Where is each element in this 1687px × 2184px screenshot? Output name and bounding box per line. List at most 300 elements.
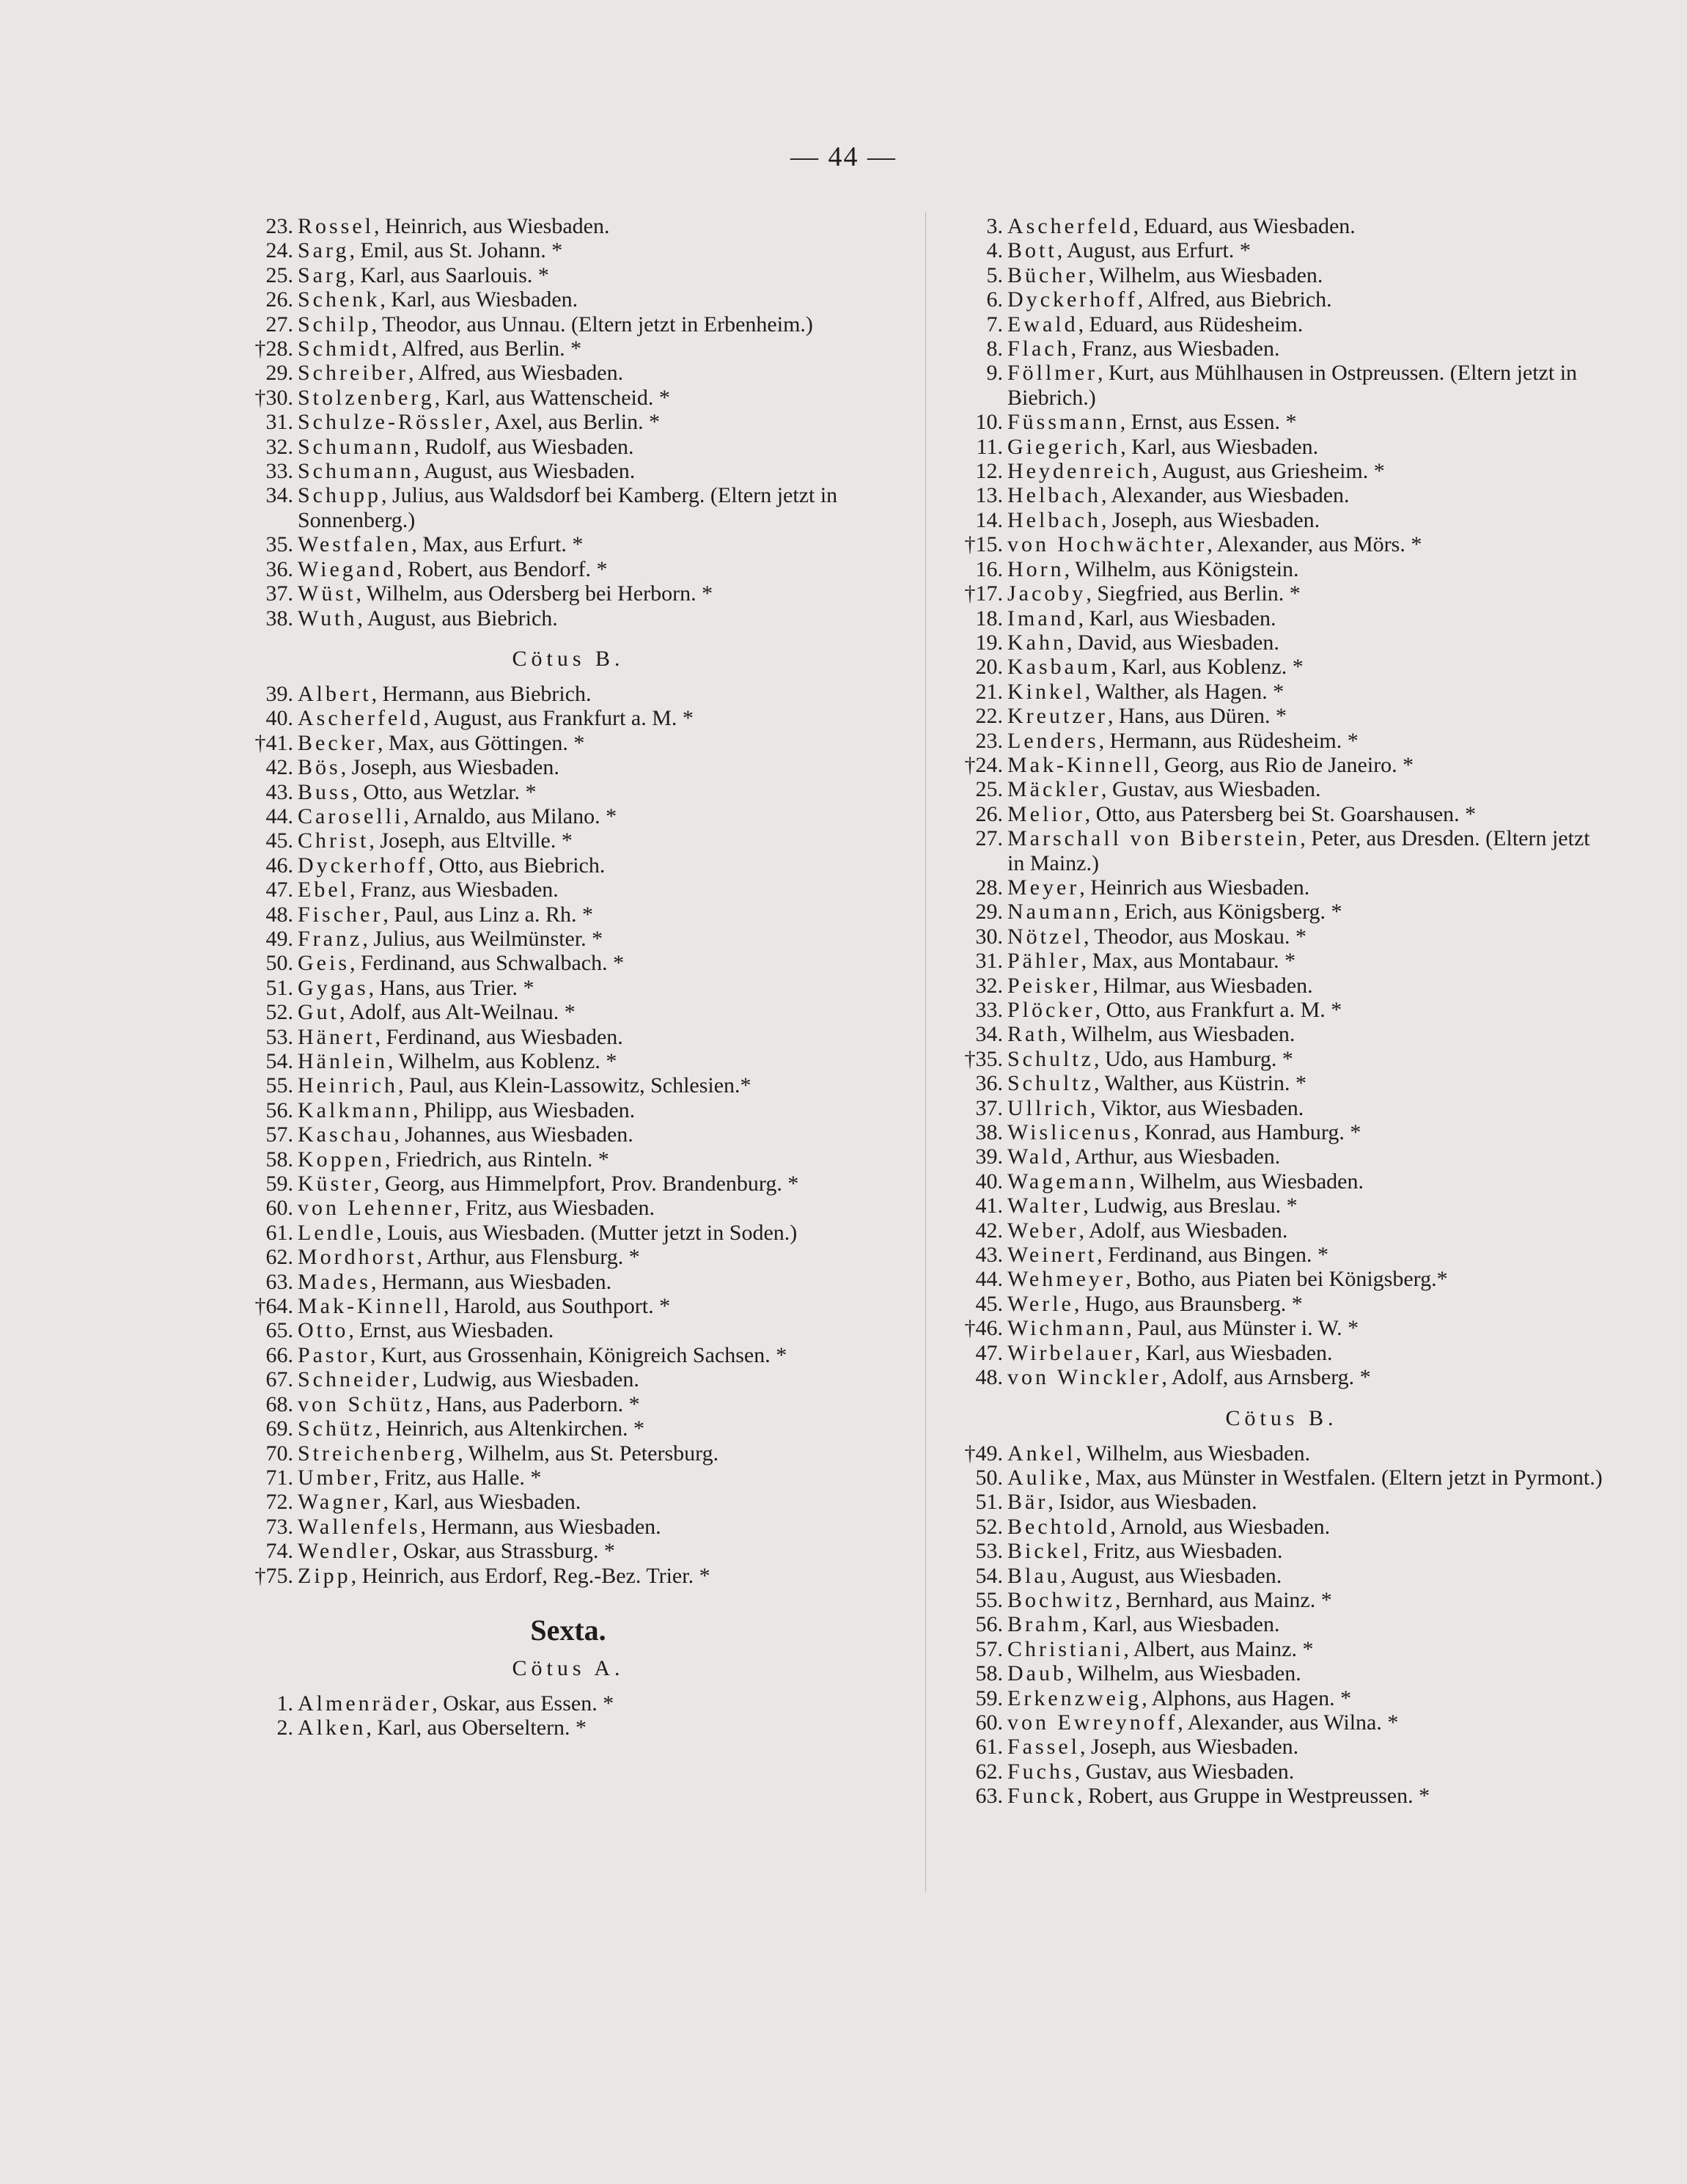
entry-surname: Schenk (298, 287, 381, 312)
entry-number: †15. (964, 532, 1003, 557)
entry-number: 62. (265, 1245, 293, 1270)
entry-details: , Karl, aus Wiesbaden. (1078, 606, 1276, 630)
entry-details: , Heinrich, aus Erdorf, Reg.-Bez. Trier. * (350, 1563, 710, 1588)
entry-surname: Helbach (1007, 483, 1101, 508)
entry-number: 69. (265, 1416, 293, 1441)
entry-number: 54. (265, 1049, 293, 1073)
entry-number: 30. (975, 924, 1003, 949)
list-entry (959, 1194, 1604, 1218)
entry-details: , Julius, aus Waldsdorf bei Kamberg. (Eltern jetzt in Sonnenberg.) (298, 483, 838, 532)
list-entry (959, 1047, 1604, 1071)
entry-number: 29. (975, 900, 1003, 924)
entry-details: , Karl, aus Wiesbaden. (1081, 1612, 1280, 1637)
entry-number: 53. (975, 1539, 1003, 1564)
list-entry (249, 1441, 887, 1466)
list-entry (249, 312, 887, 337)
entry-surname: Dyckerhoff (298, 853, 428, 878)
entry-surname: Weinert (1007, 1243, 1098, 1268)
list-entry (959, 1661, 1604, 1685)
list-entry (959, 826, 1604, 875)
entry-details: , Walther, als Hagen. * (1084, 679, 1284, 704)
entry-surname: Peisker (1007, 973, 1093, 998)
entry-details: , Albert, aus Mainz. * (1123, 1636, 1314, 1661)
entry-surname: Plöcker (1007, 998, 1095, 1022)
list-entry (959, 1341, 1604, 1365)
list-entry (959, 802, 1604, 826)
entry-number: 6. (986, 287, 1003, 312)
entry-details: , August, aus Wiesbaden. (1060, 1563, 1282, 1588)
entry-number: 45. (975, 1291, 1003, 1316)
entry-number: 16. (975, 556, 1003, 581)
entry-details: , Ferdinand, aus Schwalbach. * (350, 951, 625, 976)
entry-details: , Max, aus Montabaur. * (1081, 949, 1296, 974)
list-entry (249, 606, 887, 630)
entry-surname: Wehmeyer (1007, 1267, 1126, 1292)
list-entry (249, 951, 887, 975)
entry-surname: Wald (1007, 1144, 1065, 1169)
entry-number: †17. (964, 581, 1003, 606)
list-entry (249, 532, 887, 556)
entry-number: 41. (975, 1194, 1003, 1218)
entry-number: 37. (265, 581, 293, 606)
entry-details: , Wilhelm, aus St. Petersburg. (457, 1441, 719, 1466)
entry-surname: Otto (298, 1318, 349, 1343)
entry-surname: Lenders (1007, 728, 1099, 753)
entry-number: 29. (265, 361, 293, 386)
entry-details: , Georg, aus Rio de Janeiro. * (1153, 752, 1414, 777)
entry-number: 32. (265, 434, 293, 459)
entry-details: , Hugo, aus Braunsberg. * (1073, 1291, 1303, 1316)
entry-details: , Philipp, aus Wiesbaden. (412, 1097, 636, 1122)
entry-number: 26. (265, 287, 293, 312)
list-entry (959, 777, 1604, 801)
entry-details: , Theodor, aus Unnau. (Eltern jetzt in Erbenheim.) (371, 312, 813, 337)
entry-surname: von Ewreynoff (1007, 1710, 1178, 1735)
list-entry (959, 1784, 1604, 1808)
entry-details: , Joseph, aus Wiesbaden. (340, 755, 559, 780)
entry-surname: Schütz (298, 1416, 375, 1441)
page-number: — 44 — (790, 141, 897, 172)
list-entry (249, 238, 887, 262)
list-entry (959, 704, 1604, 728)
entry-details: , Isidor, aus Wiesbaden. (1048, 1490, 1257, 1515)
entry-details: , August, aus Erfurt. * (1056, 238, 1251, 263)
entry-number: 61. (265, 1220, 293, 1245)
list-entry (249, 1367, 887, 1391)
entry-surname: Bücher (1007, 262, 1089, 287)
entry-number: 48. (975, 1365, 1003, 1390)
entry-surname: Schultz (1007, 1071, 1094, 1096)
entry-details: , Ferdinand, aus Bingen. * (1097, 1243, 1329, 1268)
entry-surname: Buss (298, 779, 353, 804)
entry-number: 50. (265, 951, 293, 976)
list-entry (249, 1172, 887, 1196)
entry-surname: Ebel (298, 878, 350, 902)
entry-surname: Bös (298, 755, 341, 780)
entry-details: , Fritz, aus Halle. * (373, 1465, 542, 1490)
entry-details: , Franz, aus Wiesbaden. (349, 878, 559, 902)
list-entry (249, 976, 887, 1000)
list-entry (249, 581, 887, 606)
left-column (249, 214, 887, 1740)
entry-surname: Wuth (298, 606, 358, 630)
list-entry (249, 927, 887, 951)
entry-details: , August, aus Wiesbaden. (414, 459, 636, 484)
entry-details: , Udo, aus Hamburg. * (1094, 1046, 1293, 1071)
entry-surname: Becker (298, 730, 378, 755)
list-entry (959, 1267, 1604, 1291)
entry-surname: Horn (1007, 556, 1065, 581)
entry-number: 39. (265, 681, 293, 706)
right-column (959, 214, 1604, 1809)
entry-number: 57. (265, 1122, 293, 1147)
entry-surname: Schreiber (298, 361, 408, 386)
list-entry (959, 974, 1604, 998)
entry-details: , Heinrich, aus Altenkirchen. * (375, 1416, 645, 1441)
entry-number: 59. (265, 1172, 293, 1196)
entry-surname: Rossel (298, 214, 375, 238)
entry-details: , Paul, aus Münster i. W. * (1126, 1316, 1359, 1341)
list-entry (959, 924, 1604, 949)
entry-number: †30. (254, 385, 293, 410)
entry-details: , Eduard, aus Rüdesheim. (1078, 312, 1304, 337)
list-entry (249, 1073, 887, 1097)
entry-surname: Funck (1007, 1784, 1077, 1809)
list-entry (249, 263, 887, 287)
entry-number: 22. (975, 704, 1003, 729)
list-entry (249, 1466, 887, 1490)
entry-surname: Christiani (1007, 1636, 1124, 1661)
entry-details: , Johannes, aus Wiesbaden. (394, 1122, 633, 1147)
entry-surname: Schupp (298, 483, 381, 508)
entry-surname: Koppen (298, 1147, 385, 1172)
entry-surname: Blau (1007, 1563, 1061, 1588)
list-entry (959, 1022, 1604, 1046)
entry-surname: Gygas (298, 975, 369, 1000)
entry-surname: Wiegand (298, 556, 397, 581)
entry-number: 60. (265, 1196, 293, 1221)
entry-surname: Aulike (1007, 1465, 1085, 1490)
entry-surname: Umber (298, 1465, 374, 1490)
entry-number: 71. (265, 1465, 293, 1490)
entry-details: , Erich, aus Königsberg. * (1113, 900, 1342, 924)
entry-details: , Alexander, aus Wiesbaden. (1100, 483, 1350, 508)
left-list-1 (249, 214, 887, 630)
entry-number: †35. (964, 1046, 1003, 1071)
entry-surname: Brahm (1007, 1612, 1082, 1637)
entry-details: , Heinrich aus Wiesbaden. (1079, 875, 1310, 900)
entry-number: 26. (975, 801, 1003, 826)
list-entry (249, 804, 887, 828)
entry-number: 21. (975, 679, 1003, 704)
entry-details: , Hermann, aus Wiesbaden. (370, 1269, 612, 1294)
entry-details: , Karl, aus Oberseltern. * (366, 1716, 587, 1740)
list-entry (249, 1147, 887, 1172)
list-entry (959, 337, 1604, 361)
list-entry (959, 1612, 1604, 1636)
entry-surname: Stolzenberg (298, 385, 435, 410)
entry-number: 47. (265, 878, 293, 902)
entry-number: †46. (964, 1316, 1003, 1341)
entry-surname: Mordhorst (298, 1245, 417, 1270)
entry-details: , Wilhelm, aus Königstein. (1064, 556, 1299, 581)
entry-details: , Max, aus Göttingen. * (377, 730, 585, 755)
entry-number: 24. (265, 238, 293, 263)
entry-surname: Daub (1007, 1661, 1067, 1686)
entry-surname: Hänlein (298, 1049, 388, 1073)
entry-details: , Alphons, aus Hagen. * (1142, 1685, 1352, 1710)
entry-number: 42. (975, 1218, 1003, 1243)
entry-surname: Kinkel (1007, 679, 1085, 704)
entry-details: , Rudolf, aus Wiesbaden. (414, 434, 634, 459)
entry-details: , Karl, aus Wiesbaden. (383, 1490, 581, 1515)
entry-number: 40. (265, 706, 293, 731)
entry-number: 33. (975, 998, 1003, 1022)
entry-number: 1. (276, 1691, 293, 1716)
entry-details: , Ernst, aus Essen. * (1120, 410, 1297, 435)
entry-number: 58. (265, 1147, 293, 1172)
entry-number: 7. (986, 312, 1003, 337)
entry-details: , Theodor, aus Moskau. * (1083, 924, 1307, 949)
entry-surname: Caroselli (298, 804, 404, 828)
right-list-2 (959, 1441, 1604, 1809)
entry-surname: Föllmer (1007, 361, 1098, 386)
entry-number: 18. (975, 606, 1003, 630)
list-entry (959, 998, 1604, 1022)
list-entry (959, 532, 1604, 556)
entry-details: , Karl, aus Wiesbaden. (1120, 434, 1319, 459)
entry-details: , Peter, aus Dresden. (Eltern jetzt in Mainz.) (1007, 826, 1590, 875)
entry-surname: Werle (1007, 1291, 1074, 1316)
list-entry (249, 214, 887, 238)
entry-surname: Streichenberg (298, 1441, 458, 1466)
entry-number: 31. (265, 410, 293, 435)
entry-details: , Joseph, aus Wiesbaden. (1080, 1735, 1299, 1760)
entry-surname: Pastor (298, 1342, 370, 1367)
list-entry (249, 1564, 887, 1588)
entry-details: , Hermann, aus Rüdesheim. * (1098, 728, 1359, 753)
list-entry (959, 1515, 1604, 1539)
entry-surname: Helbach (1007, 507, 1101, 532)
list-entry (959, 1466, 1604, 1490)
list-entry (249, 853, 887, 878)
list-entry (959, 655, 1604, 679)
entry-details: , August, aus Frankfurt a. M. * (423, 706, 694, 731)
entry-surname: Kalkmann (298, 1097, 413, 1122)
list-entry (959, 1144, 1604, 1169)
list-entry (249, 731, 887, 755)
entry-surname: Giegerich (1007, 434, 1121, 459)
entry-details: , Oskar, aus Strassburg. * (392, 1539, 615, 1564)
list-entry (959, 630, 1604, 655)
entry-details: , Oskar, aus Essen. * (432, 1691, 614, 1716)
entry-number: 42. (265, 755, 293, 780)
entry-number: 33. (265, 459, 293, 484)
entry-details: , Ernst, aus Wiesbaden. (348, 1318, 554, 1343)
entry-number: 44. (975, 1267, 1003, 1292)
entry-surname: Ewald (1007, 312, 1078, 337)
entry-surname: Bochwitz (1007, 1587, 1115, 1612)
list-entry (249, 1294, 887, 1318)
entry-details: , Joseph, aus Eltville. * (369, 828, 573, 853)
list-entry (959, 238, 1604, 262)
entry-number: 49. (265, 926, 293, 951)
entry-number: 43. (975, 1243, 1003, 1268)
entry-details: , Gustav, aus Wiesbaden. (1100, 777, 1321, 802)
entry-number: †24. (964, 752, 1003, 777)
entry-details: , Alexander, aus Mörs. * (1207, 532, 1422, 557)
entry-number: 11. (976, 434, 1003, 459)
entry-number: 73. (265, 1514, 293, 1539)
entry-surname: Jacoby (1007, 581, 1087, 606)
list-entry (959, 1760, 1604, 1784)
entry-surname: Schumann (298, 459, 414, 484)
entry-number: 23. (265, 214, 293, 238)
left-list-3 (249, 1691, 887, 1740)
list-entry (959, 680, 1604, 704)
entry-number: 27. (975, 826, 1003, 851)
entry-details: , Karl, aus Koblenz. * (1111, 655, 1304, 680)
entry-details: , Kurt, aus Mühlhausen in Ostpreussen. (Eltern jetzt in Biebrich.) (1007, 361, 1578, 410)
entry-surname: Kaschau (298, 1122, 394, 1147)
entry-details: , Viktor, aus Wiesbaden. (1089, 1095, 1304, 1120)
entry-details: , Hans, aus Trier. * (368, 975, 534, 1000)
entry-surname: Heydenreich (1007, 459, 1153, 484)
entry-details: , Otto, aus Wetzlar. * (352, 779, 537, 804)
entry-number: †75. (254, 1563, 293, 1588)
entry-details: , Wilhelm, aus Wiesbaden. (1129, 1169, 1364, 1194)
entry-surname: Kasbaum (1007, 655, 1111, 680)
entry-details: , Bernhard, aus Mainz. * (1114, 1587, 1332, 1612)
entry-surname: Melior (1007, 801, 1085, 826)
list-entry (959, 312, 1604, 337)
entry-number: 9. (986, 361, 1003, 386)
list-entry (249, 755, 887, 779)
list-entry (959, 900, 1604, 924)
left-list-2 (249, 682, 887, 1588)
list-entry (249, 1691, 887, 1716)
entry-number: 65. (265, 1318, 293, 1343)
entry-number: 52. (265, 1000, 293, 1025)
entry-details: , Wilhelm, aus Wiesbaden. (1088, 262, 1323, 287)
entry-details: , Axel, aus Berlin. * (484, 410, 661, 435)
entry-surname: Wichmann (1007, 1316, 1127, 1341)
list-entry (249, 337, 887, 361)
entry-surname: Mades (298, 1269, 371, 1294)
entry-details: , Wilhelm, aus Odersberg bei Herborn. * (356, 581, 713, 606)
list-entry (959, 1686, 1604, 1710)
entry-details: , Konrad, aus Hamburg. * (1133, 1120, 1361, 1145)
entry-surname: Zipp (298, 1563, 351, 1588)
entry-surname: Naumann (1007, 900, 1114, 924)
entry-surname: Kreutzer (1007, 704, 1108, 729)
list-entry (249, 435, 887, 459)
entry-details: , Otto, aus Patersberg bei St. Goarshausen. * (1084, 801, 1477, 826)
entry-details: , Otto, aus Frankfurt a. M. * (1095, 998, 1342, 1022)
list-entry (959, 263, 1604, 287)
entry-details: , Wilhelm, aus Wiesbaden. (1066, 1661, 1301, 1686)
entry-surname: Nötzel (1007, 924, 1084, 949)
entry-surname: Schilp (298, 312, 372, 337)
entry-number: 25. (975, 777, 1003, 802)
list-entry (249, 361, 887, 385)
entry-details: , Karl, aus Wiesbaden. (1134, 1340, 1333, 1365)
left-heading-cotus-a: Cötus A. (512, 1655, 625, 1680)
entry-number: 58. (975, 1661, 1003, 1686)
entry-details: , Alfred, aus Berlin. * (392, 337, 582, 361)
entry-number: 38. (265, 606, 293, 630)
entry-details: , Wilhelm, aus Wiesbaden. (1076, 1441, 1311, 1466)
list-entry (249, 410, 887, 434)
entry-number: 50. (975, 1465, 1003, 1490)
list-entry (959, 1637, 1604, 1661)
right-heading-cotus-b: Cötus B. (1225, 1405, 1338, 1430)
list-entry (249, 1490, 887, 1514)
entry-number: 59. (975, 1685, 1003, 1710)
entry-number: 56. (265, 1097, 293, 1122)
entry-number: 48. (265, 902, 293, 927)
list-entry (959, 581, 1604, 606)
entry-number: 28. (975, 875, 1003, 900)
entry-surname: Wirbelauer (1007, 1340, 1135, 1365)
entry-surname: Schultz (1007, 1046, 1094, 1071)
entry-details: , Adolf, aus Arnsberg. * (1161, 1365, 1371, 1390)
list-entry (249, 1270, 887, 1294)
list-entry (959, 1735, 1604, 1759)
entry-surname: Mak-Kinnell (298, 1294, 444, 1319)
entry-details: , Karl, aus Wiesbaden. (380, 287, 578, 312)
list-entry (249, 902, 887, 927)
entry-details: , Hilmar, aus Wiesbaden. (1092, 973, 1313, 998)
list-entry (249, 878, 887, 902)
entry-details: , Fritz, aus Wiesbaden. (1082, 1539, 1283, 1564)
left-heading-cotus-b: Cötus B. (512, 646, 625, 671)
list-entry (959, 287, 1604, 312)
entry-surname: Ascherfeld (1007, 214, 1133, 238)
entry-number: 52. (975, 1514, 1003, 1539)
column-divider (925, 213, 926, 1891)
list-entry (249, 1196, 887, 1220)
list-entry (249, 1049, 887, 1073)
entry-surname: Bär (1007, 1490, 1048, 1515)
list-entry (959, 949, 1604, 973)
entry-number: 43. (265, 779, 293, 804)
entry-number: 31. (975, 949, 1003, 974)
entry-details: , Alfred, aus Biebrich. (1137, 287, 1332, 312)
entry-surname: Imand (1007, 606, 1078, 630)
entry-number: 51. (975, 1490, 1003, 1515)
entry-surname: Christ (298, 828, 370, 853)
list-entry (249, 706, 887, 730)
entry-details: , Harold, aus Southport. * (443, 1294, 671, 1319)
list-entry (959, 435, 1604, 459)
entry-surname: Ascherfeld (298, 706, 424, 731)
list-entry (959, 557, 1604, 581)
entry-details: , Ludwig, aus Wiesbaden. (411, 1367, 639, 1392)
entry-details: , August, aus Biebrich. (357, 606, 558, 630)
entry-details: , Paul, aus Linz a. Rh. * (383, 902, 593, 927)
entry-number: 45. (265, 828, 293, 853)
entry-details: , Franz, aus Wiesbaden. (1070, 337, 1280, 361)
entry-details: , Hermann, aus Biebrich. (371, 681, 592, 706)
entry-number: 32. (975, 973, 1003, 998)
entry-surname: Schneider (298, 1367, 412, 1392)
list-entry (249, 1416, 887, 1441)
entry-number: 19. (975, 630, 1003, 655)
entry-surname: Wagner (298, 1490, 383, 1515)
entry-surname: Fassel (1007, 1735, 1080, 1760)
entry-details: , Friedrich, aus Rinteln. * (384, 1147, 609, 1172)
